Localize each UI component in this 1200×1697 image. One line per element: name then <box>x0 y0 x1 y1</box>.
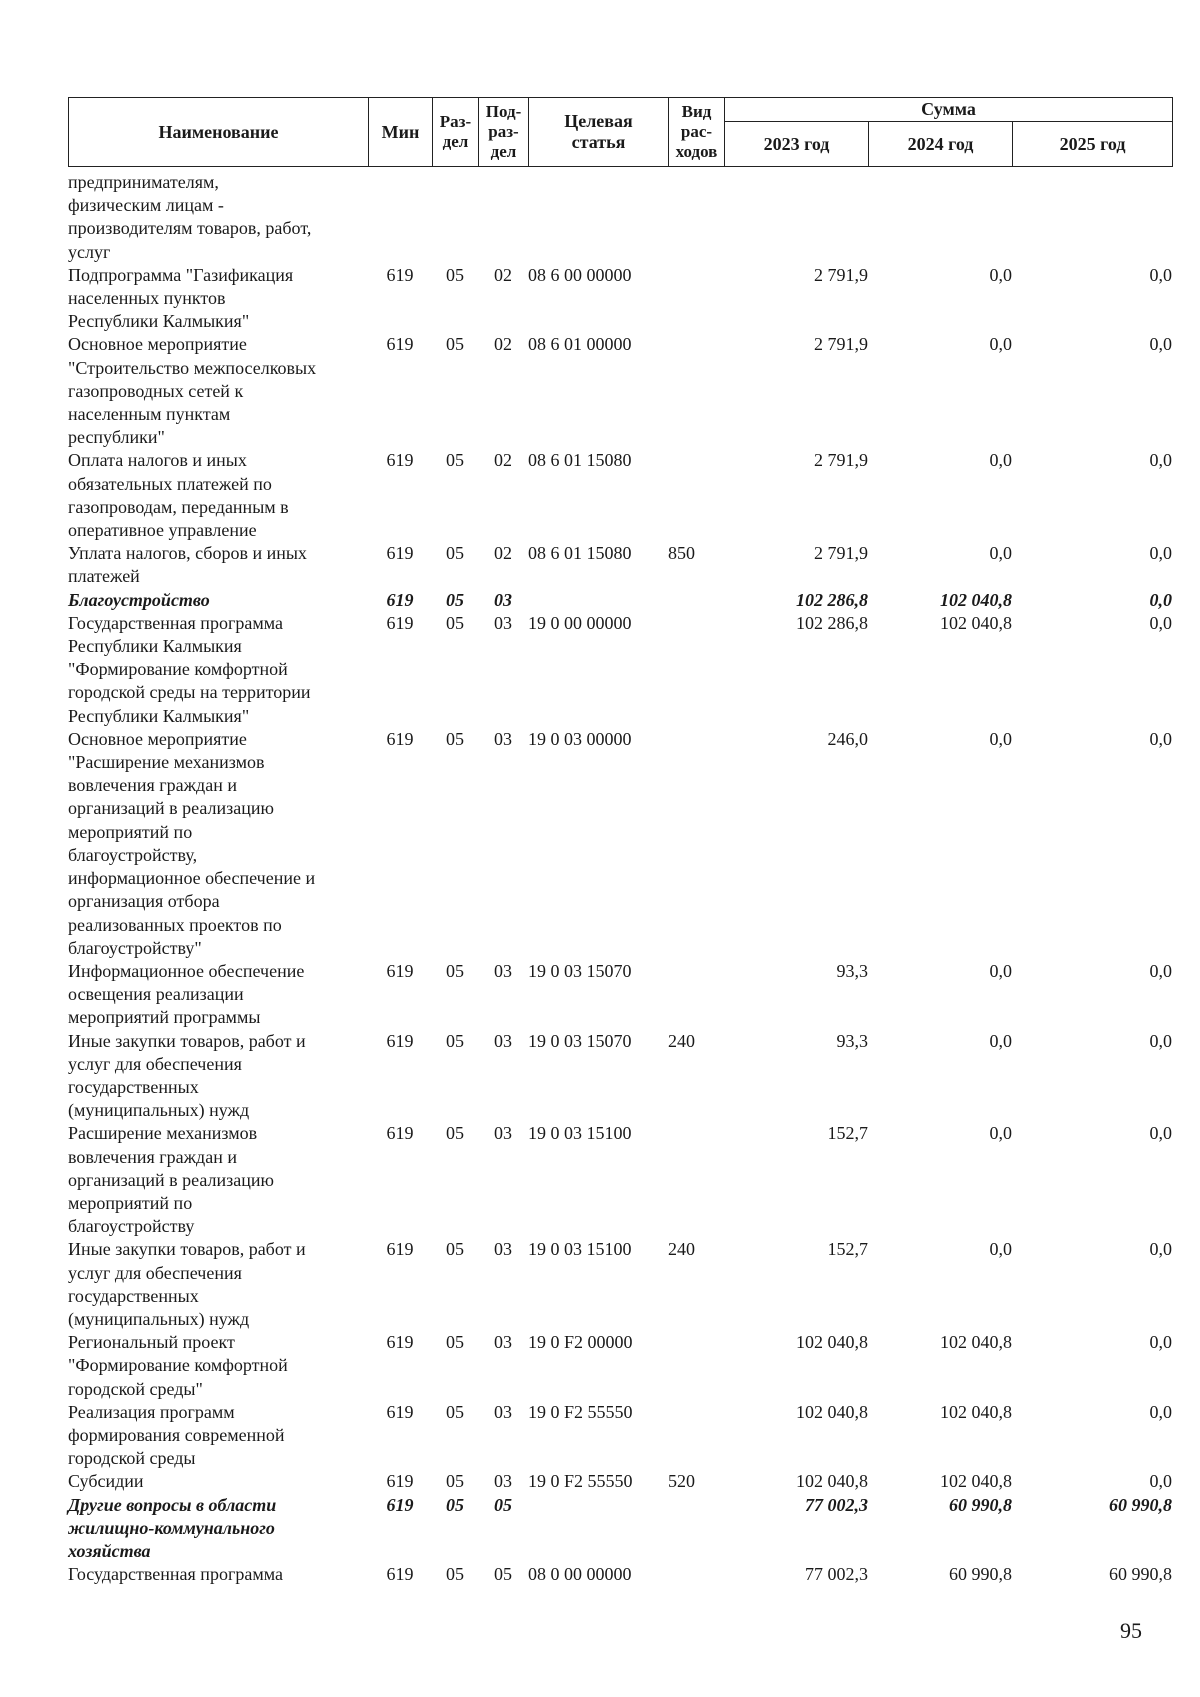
row-name-cell: Иные закупки товаров, работ и услуг для обеспечения государственных (муниципальных) нужд <box>68 1239 306 1329</box>
row-name-cell: Государственная программа <box>68 1564 283 1585</box>
row-razdel-cell: 05 <box>446 1471 464 1492</box>
row-sum-2025-cell: 0,0 <box>1149 1123 1172 1144</box>
row-name-cell: Другие вопросы в области жилищно-коммунального хозяйства <box>68 1494 277 1561</box>
row-name-cell: Информационное обеспечение освещения реализации мероприятий программы <box>68 960 305 1028</box>
row-sum-2025-cell: 0,0 <box>1149 264 1172 285</box>
table-row <box>68 1122 1172 1238</box>
row-sum-2025-cell: 0,0 <box>1149 728 1172 749</box>
row-sum-2025-cell: 0,0 <box>1149 334 1172 355</box>
table-row <box>68 542 1172 588</box>
header-2024: 2024 год <box>869 122 1013 167</box>
row-sum-2025-cell: 0,0 <box>1149 1239 1172 1260</box>
row-min-cell: 619 <box>386 1123 414 1144</box>
row-podrazdel-cell: 03 <box>494 612 512 633</box>
row-sum-2025-cell: 0,0 <box>1149 1401 1172 1422</box>
row-vid-cell <box>668 449 724 542</box>
row-tselevaya-cell: 19 0 03 15070 <box>528 1030 632 1051</box>
table-row <box>68 589 1172 612</box>
row-min-cell: 619 <box>386 728 414 749</box>
row-sum-2025-cell: 60 990,8 <box>1109 1564 1172 1585</box>
row-tselevaya-cell: 19 0 03 15100 <box>528 1123 632 1144</box>
row-sum-2023-cell: 152,7 <box>827 1239 868 1260</box>
row-tselevaya-cell: 08 6 00 00000 <box>528 264 632 285</box>
row-min-cell: 619 <box>386 1239 414 1260</box>
header-2023: 2023 год <box>725 122 869 167</box>
header-summa: Сумма <box>725 98 1173 122</box>
row-vid-cell <box>668 612 724 728</box>
row-podrazdel-cell: 03 <box>494 1471 512 1492</box>
row-sum-2024-cell: 60 990,8 <box>949 1564 1012 1585</box>
row-razdel-cell <box>432 171 478 264</box>
row-tselevaya-cell <box>528 1494 668 1564</box>
header-2025: 2025 год <box>1013 122 1173 167</box>
row-min-cell: 619 <box>386 334 414 355</box>
row-tselevaya-cell: 19 0 03 00000 <box>528 728 632 749</box>
page-number: 95 <box>1120 1618 1142 1643</box>
row-min-cell: 619 <box>386 1471 414 1492</box>
header-tselevaya-statya: Целевая статья <box>529 98 669 167</box>
row-vid-cell <box>668 728 724 960</box>
table-row <box>68 333 1172 449</box>
row-razdel-cell: 05 <box>446 264 464 285</box>
row-name-cell: Региональный проект "Формирование комфортной городской среды" <box>68 1332 288 1399</box>
row-sum-2024-cell: 0,0 <box>989 1030 1012 1051</box>
row-vid-cell <box>668 1494 724 1564</box>
row-razdel-cell: 05 <box>446 1401 464 1422</box>
row-min-cell: 619 <box>386 612 414 633</box>
row-sum-2025-cell: 0,0 <box>1149 450 1172 471</box>
row-name-cell: Государственная программа Республики Калмыкия "Формирование комфортной городской среды на территории Республики Калмыкия" <box>68 612 311 726</box>
row-sum-2023-cell <box>724 171 868 264</box>
row-sum-2023-cell: 2 791,9 <box>814 334 868 355</box>
table-row <box>68 960 1172 1030</box>
table-row <box>68 449 1172 542</box>
row-vid-cell <box>668 1563 724 1586</box>
row-razdel-cell: 05 <box>446 334 464 355</box>
row-sum-2024-cell: 0,0 <box>989 960 1012 981</box>
row-name-cell: Уплата налогов, сборов и иных платежей <box>68 543 307 587</box>
row-vid-cell <box>668 171 724 264</box>
header-name: Наименование <box>69 98 369 167</box>
table-row <box>68 171 1172 264</box>
row-sum-2023-cell: 2 791,9 <box>814 450 868 471</box>
row-sum-2023-cell: 102 040,8 <box>796 1471 868 1492</box>
row-name-cell: Основное мероприятие "Строительство межпоселковых газопроводных сетей к населенным пунктам республики" <box>68 334 317 448</box>
row-tselevaya-cell: 08 0 00 00000 <box>528 1564 632 1585</box>
row-podrazdel-cell: 02 <box>494 334 512 355</box>
row-razdel-cell: 05 <box>446 960 464 981</box>
row-name-cell: предпринимателям, физическим лицам - производителям товаров, работ, услуг <box>68 172 312 262</box>
row-sum-2023-cell: 77 002,3 <box>805 1564 868 1585</box>
row-sum-2023-cell: 93,3 <box>836 960 868 981</box>
row-tselevaya-cell: 19 0 F2 55550 <box>528 1471 633 1492</box>
row-min-cell: 619 <box>386 264 414 285</box>
row-podrazdel-cell: 02 <box>494 450 512 471</box>
row-min-cell <box>368 171 432 264</box>
row-min-cell: 619 <box>386 1564 414 1585</box>
row-sum-2024-cell: 0,0 <box>989 264 1012 285</box>
row-min-cell: 619 <box>386 1401 414 1422</box>
row-min-cell: 619 <box>386 543 414 564</box>
row-sum-2023-cell: 102 040,8 <box>796 1332 868 1353</box>
row-min-cell: 619 <box>386 1030 414 1051</box>
row-sum-2023-cell: 152,7 <box>827 1123 868 1144</box>
table-row <box>68 1494 1172 1564</box>
table-row <box>68 1470 1172 1493</box>
row-razdel-cell: 05 <box>446 612 464 633</box>
row-tselevaya-cell <box>528 589 668 612</box>
row-tselevaya-cell: 19 0 00 00000 <box>528 612 632 633</box>
row-tselevaya-cell <box>528 171 668 264</box>
row-sum-2025-cell: 0,0 <box>1149 1030 1172 1051</box>
row-podrazdel-cell: 03 <box>494 1239 512 1260</box>
table-body <box>68 171 1172 1586</box>
row-sum-2023-cell: 102 040,8 <box>796 1401 868 1422</box>
row-vid-cell <box>668 1401 724 1471</box>
row-sum-2024-cell: 102 040,8 <box>940 589 1012 610</box>
table-row <box>68 728 1172 960</box>
header-razdel: Раз- дел <box>433 98 479 167</box>
row-sum-2025-cell: 0,0 <box>1149 1332 1172 1353</box>
row-name-cell: Благоустройство <box>68 589 210 610</box>
row-name-cell: Субсидии <box>68 1471 144 1492</box>
row-sum-2024-cell: 0,0 <box>989 450 1012 471</box>
row-podrazdel-cell: 02 <box>494 264 512 285</box>
row-sum-2024-cell: 0,0 <box>989 543 1012 564</box>
row-min-cell: 619 <box>386 450 414 471</box>
row-vid-cell <box>668 333 724 449</box>
row-vid-cell: 850 <box>668 543 695 564</box>
row-name-cell: Подпрограмма "Газификация населенных пунктов Республики Калмыкия" <box>68 264 294 332</box>
row-razdel-cell: 05 <box>446 1123 464 1144</box>
table-row <box>68 1401 1172 1471</box>
row-sum-2024-cell: 0,0 <box>989 728 1012 749</box>
table-header <box>68 97 1173 167</box>
row-vid-cell <box>668 1331 724 1401</box>
row-tselevaya-cell: 08 6 01 15080 <box>528 450 632 471</box>
row-sum-2025-cell: 0,0 <box>1149 543 1172 564</box>
row-podrazdel-cell: 03 <box>494 1332 512 1353</box>
row-min-cell: 619 <box>386 589 414 610</box>
row-name-cell: Оплата налогов и иных обязательных платежей по газопроводам, переданным в оперативное управление <box>68 450 289 541</box>
header-vid-rashodov: Вид рас- ходов <box>669 98 725 167</box>
table-row <box>68 1331 1172 1401</box>
row-razdel-cell: 05 <box>446 450 464 471</box>
row-podrazdel-cell: 03 <box>494 1123 512 1144</box>
row-sum-2023-cell: 2 791,9 <box>814 264 868 285</box>
row-name-cell: Основное мероприятие "Расширение механизмов вовлечения граждан и организаций в реализацию мероприятий по благоустройству, информационное обеспечение и организация отбора реализованных проектов по благоустройству" <box>68 728 316 958</box>
row-sum-2024-cell: 0,0 <box>989 334 1012 355</box>
row-podrazdel-cell: 03 <box>494 1030 512 1051</box>
row-vid-cell <box>668 264 724 334</box>
row-razdel-cell: 05 <box>446 1494 464 1515</box>
row-razdel-cell: 05 <box>446 728 464 749</box>
table-row <box>68 612 1172 728</box>
row-sum-2024-cell: 102 040,8 <box>940 612 1012 633</box>
row-sum-2023-cell: 102 286,8 <box>796 612 868 633</box>
row-name-cell: Иные закупки товаров, работ и услуг для обеспечения государственных (муниципальных) нужд <box>68 1030 306 1121</box>
row-sum-2024-cell <box>868 171 1012 264</box>
row-podrazdel-cell: 03 <box>494 728 512 749</box>
row-tselevaya-cell: 19 0 F2 55550 <box>528 1401 633 1422</box>
row-sum-2024-cell: 0,0 <box>989 1239 1012 1260</box>
row-podrazdel-cell: 05 <box>494 1564 512 1585</box>
row-podrazdel-cell: 02 <box>494 543 512 564</box>
row-sum-2025-cell: 0,0 <box>1149 960 1172 981</box>
row-sum-2025-cell <box>1012 171 1172 264</box>
row-vid-cell: 240 <box>668 1030 695 1051</box>
row-razdel-cell: 05 <box>446 543 464 564</box>
row-min-cell: 619 <box>386 1332 414 1353</box>
row-vid-cell <box>668 960 724 1030</box>
row-podrazdel-cell <box>478 171 528 264</box>
row-razdel-cell: 05 <box>446 1030 464 1051</box>
row-razdel-cell: 05 <box>446 1239 464 1260</box>
row-vid-cell <box>668 589 724 612</box>
row-sum-2025-cell: 60 990,8 <box>1109 1494 1172 1515</box>
row-sum-2023-cell: 246,0 <box>827 728 868 749</box>
row-tselevaya-cell: 19 0 03 15100 <box>528 1239 632 1260</box>
row-vid-cell: 240 <box>668 1239 695 1260</box>
row-sum-2023-cell: 2 791,9 <box>814 543 868 564</box>
row-name-cell: Расширение механизмов вовлечения граждан и организаций в реализацию мероприятий по благоустройству <box>68 1123 274 1237</box>
row-razdel-cell: 05 <box>446 1332 464 1353</box>
row-name-cell: Реализация программ формирования современной городской среды <box>68 1401 285 1469</box>
row-sum-2023-cell: 102 286,8 <box>796 589 868 610</box>
row-sum-2024-cell: 102 040,8 <box>940 1471 1012 1492</box>
row-tselevaya-cell: 08 6 01 15080 <box>528 543 632 564</box>
row-tselevaya-cell: 19 0 03 15070 <box>528 960 632 981</box>
row-razdel-cell: 05 <box>446 1564 464 1585</box>
table-row <box>68 1238 1172 1331</box>
row-podrazdel-cell: 03 <box>494 960 512 981</box>
row-vid-cell: 520 <box>668 1471 695 1492</box>
row-podrazdel-cell: 05 <box>494 1494 512 1515</box>
row-min-cell: 619 <box>386 960 414 981</box>
row-sum-2024-cell: 60 990,8 <box>949 1494 1012 1515</box>
table-row <box>68 264 1172 334</box>
header-podrazdel: Под- раз- дел <box>479 98 529 167</box>
row-sum-2024-cell: 102 040,8 <box>940 1332 1012 1353</box>
row-tselevaya-cell: 08 6 01 00000 <box>528 334 632 355</box>
header-min: Мин <box>369 98 433 167</box>
row-sum-2025-cell: 0,0 <box>1149 1471 1172 1492</box>
row-sum-2025-cell: 0,0 <box>1149 612 1172 633</box>
row-podrazdel-cell: 03 <box>494 589 512 610</box>
row-tselevaya-cell: 19 0 F2 00000 <box>528 1332 633 1353</box>
row-sum-2024-cell: 0,0 <box>989 1123 1012 1144</box>
row-min-cell: 619 <box>386 1494 414 1515</box>
row-sum-2024-cell: 102 040,8 <box>940 1401 1012 1422</box>
budget-table <box>68 171 1172 1586</box>
row-vid-cell <box>668 1122 724 1238</box>
row-sum-2023-cell: 93,3 <box>836 1030 868 1051</box>
table-row <box>68 1030 1172 1123</box>
row-sum-2025-cell: 0,0 <box>1149 589 1172 610</box>
row-razdel-cell: 05 <box>446 589 464 610</box>
row-podrazdel-cell: 03 <box>494 1401 512 1422</box>
table-row <box>68 1563 1172 1586</box>
row-sum-2023-cell: 77 002,3 <box>805 1494 868 1515</box>
